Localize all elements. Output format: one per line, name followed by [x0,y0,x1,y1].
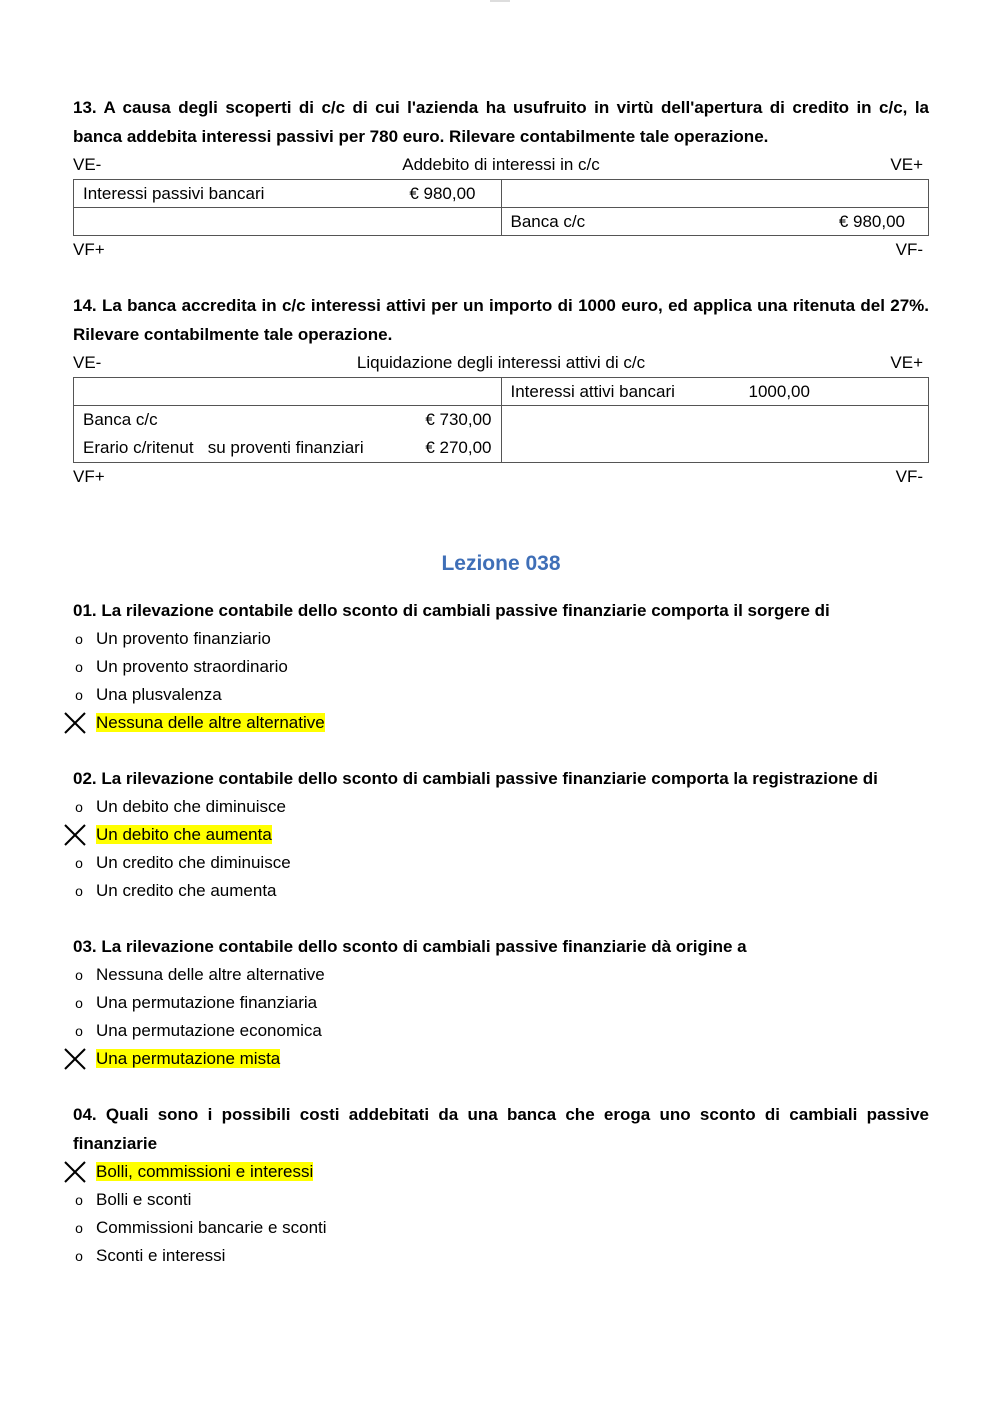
page-header-mark [490,0,510,2]
table-row [74,378,929,406]
ve-minus-label: VE- [73,155,102,174]
bullet-icon: o [75,995,83,1011]
question-title: 02. La rilevazione contabile dello sconto di cambiali passive finanziarie comporta la registrazione di [73,769,878,788]
option-item[interactable]: o Una permutazione economica [73,1017,929,1045]
document-page [73,93,929,1270]
question-01 [73,596,929,737]
option-item[interactable]: o Un provento finanziario [73,625,929,653]
bullet-icon: o [75,631,83,647]
debit-cell-empty [74,378,502,406]
option-item[interactable]: o Sconti e interessi [73,1242,929,1270]
credit-cell [501,378,929,406]
bullet-icon: o [75,1192,83,1208]
options-list [73,793,929,905]
bullet-icon: o [75,1248,83,1264]
debit-amount: € 980,00 [409,183,476,203]
selected-answer: Nessuna delle altre alternative [96,713,325,732]
question-03 [73,932,929,1073]
credit-cell-empty [501,180,929,208]
x-cross-icon [62,1046,88,1072]
selected-answer: Un debito che aumenta [96,825,272,844]
vf-plus-label: VF+ [73,467,105,486]
option-item[interactable]: o Un provento straordinario [73,653,929,681]
option-item[interactable]: o Nessuna delle altre alternative [73,961,929,989]
account-heading: Addebito di interessi in c/c [402,155,600,174]
bullet-icon: o [75,799,83,815]
ve-plus-label: VE+ [890,353,923,372]
x-cross-icon [62,1159,88,1185]
account-heading: Liquidazione degli interessi attivi di c/c [356,353,646,372]
option-item[interactable]: o Commissioni bancarie e sconti [73,1214,929,1242]
x-cross-icon [62,710,88,736]
bullet-icon: o [75,1023,83,1039]
option-item[interactable]: o Un credito che diminuisce [73,849,929,877]
account-header [73,151,929,179]
credit-cell [501,208,929,236]
bullet-icon: o [75,659,83,675]
options-list [73,1158,929,1270]
options-list [73,625,929,737]
ve-plus-label: VE+ [890,155,923,174]
credit-label: Interessi attivi bancari [510,381,675,401]
option-item[interactable]: o Un debito che diminuisce [73,793,929,821]
option-item-selected[interactable] [73,1158,929,1186]
question-13 [73,93,929,264]
bullet-icon: o [75,967,83,983]
debit-label: Erario c/ritenut su proventi finanziari [83,438,364,457]
options-list [73,961,929,1073]
ve-minus-label: VE- [73,353,102,372]
option-item[interactable]: o Bolli e sconti [73,1186,929,1214]
debit-cell [74,406,502,463]
question-14-title: 14. La banca accredita in c/c interessi attivi per un importo di 1000 euro, ed applica una ritenuta del 27%. Rilevare contabilmente tale operazione. [73,296,929,344]
debit-amount: € 730,00 [425,410,492,429]
debit-amount: € 270,00 [425,438,492,457]
debit-cell [74,180,502,208]
selected-answer: Bolli, commissioni e interessi [96,1162,314,1181]
question-title: 04. Quali sono i possibili costi addebitati da una banca che eroga uno sconto di cambiali passive finanziarie [73,1105,929,1153]
question-13-title: 13. A causa degli scoperti di c/c di cui l'azienda ha usufruito in virtù dell'apertura di credito in c/c, la banca addebita interessi passivi per 780 euro. Rilevare contabilmente tale operazione. [73,98,929,146]
debit-cell-empty [74,208,502,236]
ledger-table [73,377,929,463]
debit-label: Banca c/c [83,410,158,429]
vf-minus-label: VF- [895,240,923,259]
question-title: 01. La rilevazione contabile dello sconto di cambiali passive finanziarie comporta il sorgere di [73,601,830,620]
credit-label: Banca c/c [510,211,586,231]
question-02 [73,764,929,905]
account-footer [73,463,929,491]
credit-amount: 1000,00 [748,381,810,401]
option-item[interactable]: o Un credito che aumenta [73,877,929,905]
selected-answer: Una permutazione mista [96,1049,281,1068]
vf-minus-label: VF- [895,467,923,486]
vf-plus-label: VF+ [73,240,105,259]
question-title: 03. La rilevazione contabile dello sconto di cambiali passive finanziarie dà origine a [73,937,747,956]
table-row [74,208,929,236]
option-item[interactable]: o Una permutazione finanziaria [73,989,929,1017]
table-row [74,180,929,208]
credit-cell-empty [501,406,929,463]
bullet-icon: o [75,687,83,703]
lesson-title: Lezione 038 [441,552,561,575]
bullet-icon: o [75,883,83,899]
debit-label: Interessi passivi bancari [83,183,265,203]
account-footer [73,236,929,264]
question-04 [73,1100,929,1270]
option-item-selected[interactable] [73,1045,929,1073]
option-item-selected[interactable] [73,709,929,737]
ledger-table [73,179,929,236]
credit-amount: € 980,00 [838,211,905,231]
option-item[interactable]: o Una plusvalenza [73,681,929,709]
question-14 [73,291,929,491]
bullet-icon: o [75,855,83,871]
option-item-selected[interactable] [73,821,929,849]
x-cross-icon [62,822,88,848]
account-header [73,349,929,377]
bullet-icon: o [75,1220,83,1236]
table-row [74,406,929,463]
